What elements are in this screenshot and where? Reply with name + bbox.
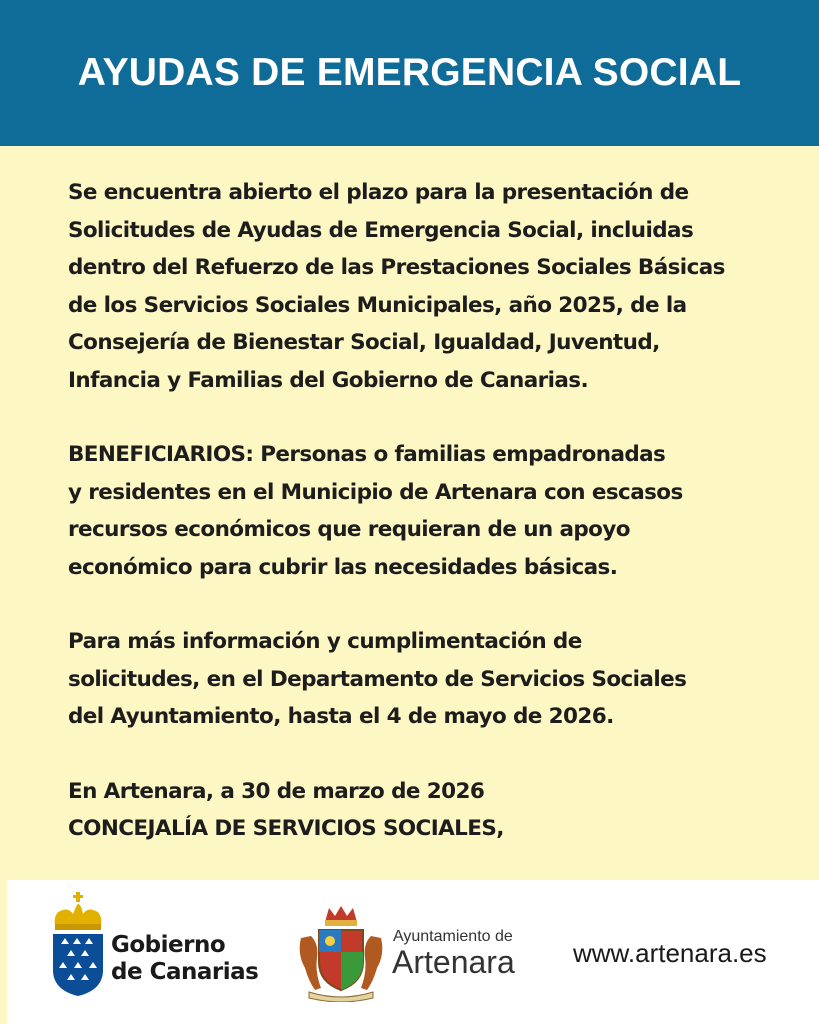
info-paragraph: Para más información y cumplimentación de solicitudes, en el Departamento de Servicios Sociales del Ayuntamiento, hasta el 4 de mayo de 2026. bbox=[68, 629, 687, 729]
artenara-crest-icon bbox=[295, 902, 387, 1002]
header-banner bbox=[0, 0, 819, 146]
artenara-coat-of-arms bbox=[295, 902, 387, 1002]
signature-line: CONCEJALÍA DE SERVICIOS SOCIALES, bbox=[68, 816, 504, 841]
notice-body bbox=[68, 174, 768, 848]
date-line: En Artenara, a 30 de marzo de 2026 bbox=[68, 778, 485, 804]
gobierno-canarias-wordmark: Gobierno de Canarias bbox=[111, 932, 259, 985]
website-link[interactable]: www.artenara.es bbox=[573, 938, 767, 968]
beneficiaries-paragraph: BENEFICIARIOS: Personas o familias empadronadas y residentes en el Municipio de Artenara con escasos recursos económicos que requieran de un apoyo económico para cubrir las necesidades básicas. bbox=[68, 442, 683, 580]
artenara-wordmark: Artenara bbox=[392, 944, 515, 980]
gobierno-canarias-logo bbox=[51, 892, 271, 1002]
intro-paragraph: Se encuentra abierto el plazo para la presentación de Solicitudes de Ayudas de Emergencia Social, incluidas dentro del Refuerzo de las Prestaciones Sociales Básicas de los Servicios Sociales Municipales, año 2025, de la Consejería de Bienestar Social, Igualdad, Juventud, Infancia y Familias del Gobierno de Canarias. bbox=[68, 180, 725, 393]
footer-logos bbox=[7, 880, 819, 1024]
page-title: AYUDAS DE EMERGENCIA SOCIAL bbox=[77, 51, 742, 94]
ayuntamiento-label: Ayuntamiento de bbox=[393, 928, 513, 945]
gobierno-crest-icon bbox=[51, 892, 107, 996]
